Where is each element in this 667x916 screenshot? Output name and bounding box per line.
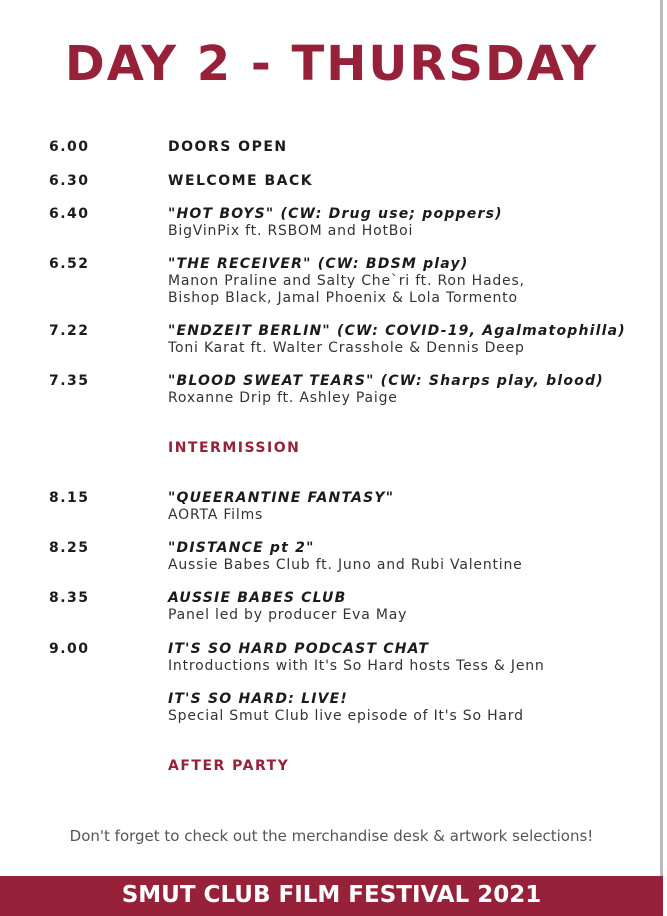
time-label: 6.00: [49, 139, 90, 155]
time-label: 7.35: [49, 373, 90, 389]
event-heading: "QUEERANTINE FANTASY": [168, 490, 395, 506]
event-credits: [168, 557, 523, 574]
credit-line: Introductions with It's So Hard hosts Tess & Jenn: [168, 658, 545, 674]
credit-line: Special Smut Club live episode of It's So Hard: [168, 708, 524, 724]
time-label: 9.00: [49, 641, 90, 657]
event-heading: DOORS OPEN: [168, 139, 288, 155]
page-title: DAY 2 - THURSDAY: [64, 36, 599, 92]
festival-banner: [0, 876, 663, 916]
event-heading: "THE RECEIVER" (CW: BDSM play): [168, 256, 469, 272]
event-credits: [168, 507, 263, 524]
intermission-heading: INTERMISSION: [168, 440, 301, 456]
event-credits: [168, 273, 525, 307]
credit-line: Aussie Babes Club ft. Juno and Rubi Valentine: [168, 557, 523, 573]
credit-line: Bishop Black, Jamal Phoenix & Lola Tormento: [168, 290, 518, 306]
event-heading: AUSSIE BABES CLUB: [168, 590, 347, 606]
event-heading: WELCOME BACK: [168, 173, 314, 189]
time-label: 8.35: [49, 590, 90, 606]
event-heading: IT'S SO HARD PODCAST CHAT: [168, 641, 430, 657]
time-label: 7.22: [49, 323, 90, 339]
credit-line: Toni Karat ft. Walter Crasshole & Dennis Deep: [168, 340, 525, 356]
event-heading: "HOT BOYS" (CW: Drug use; poppers): [168, 206, 503, 222]
time-label: 6.52: [49, 256, 90, 272]
banner-text: SMUT CLUB FILM FESTIVAL 2021: [121, 882, 542, 908]
time-label: 6.40: [49, 206, 90, 222]
event-credits: [168, 607, 407, 624]
event-heading: "BLOOD SWEAT TEARS" (CW: Sharps play, blood): [168, 373, 604, 389]
event-heading: "DISTANCE pt 2": [168, 540, 315, 556]
event-credits: [168, 708, 524, 725]
event-credits: [168, 390, 398, 407]
event-credits: [168, 658, 545, 675]
event-heading: "ENDZEIT BERLIN" (CW: COVID-19, Agalmatophilla): [168, 323, 626, 339]
event-heading: IT'S SO HARD: LIVE!: [168, 691, 348, 707]
time-label: 8.15: [49, 490, 90, 506]
time-label: 6.30: [49, 173, 90, 189]
credit-line: Panel led by producer Eva May: [168, 607, 408, 623]
after-party-heading: AFTER PARTY: [168, 758, 290, 774]
credit-line: Manon Praline and Salty Che`ri ft. Ron Hades,: [168, 273, 525, 289]
credit-line: BigVinPix ft. RSBOM and HotBoi: [168, 223, 414, 239]
event-credits: [168, 340, 525, 357]
credit-line: AORTA Films: [168, 507, 264, 523]
event-credits: [168, 223, 413, 240]
time-label: 8.25: [49, 540, 90, 556]
credit-line: Roxanne Drip ft. Ashley Paige: [168, 390, 398, 406]
footer-note: Don't forget to check out the merchandise desk & artwork selections!: [69, 827, 594, 845]
